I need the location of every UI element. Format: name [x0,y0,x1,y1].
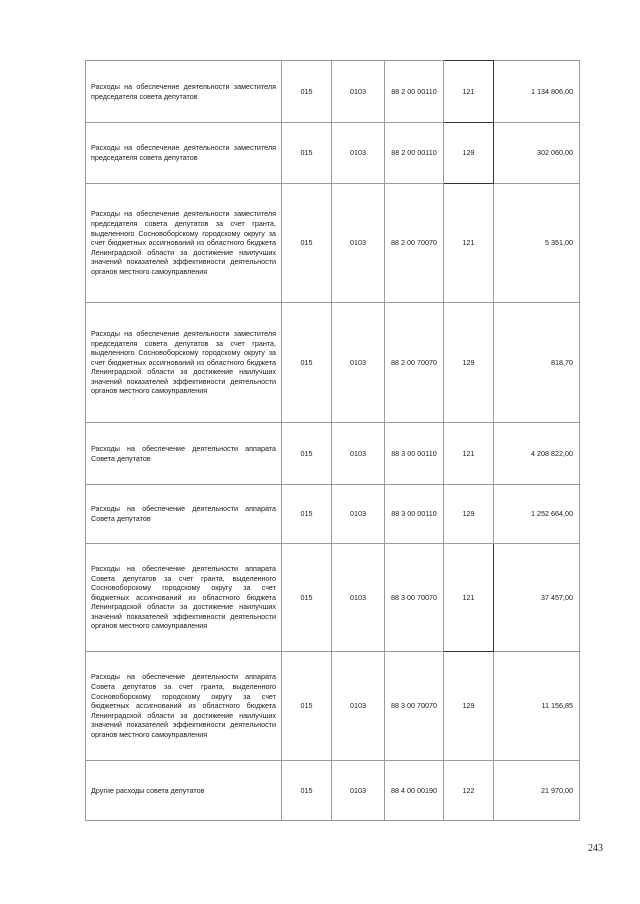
expense-name-cell: Другие расходы совета депутатов [86,761,282,821]
target-article-cell: 88 2 00 70070 [385,184,444,303]
table-row [86,485,580,544]
section-code-cell: 0103 [332,544,385,652]
amount-cell: 5 351,00 [494,184,580,303]
amount-cell: 21 970,00 [494,761,580,821]
table-row [86,123,580,184]
expense-name-cell: Расходы на обеспечение деятельности аппарата Совета депутатов [86,423,282,485]
amount-cell: 4 208 822,00 [494,423,580,485]
amount-cell: 1 134 806,00 [494,61,580,123]
target-article-cell: 88 2 00 70070 [385,303,444,423]
expense-type-cell: 121 [444,184,494,303]
section-code-cell: 0103 [332,303,385,423]
expense-name-cell: Расходы на обеспечение деятельности аппарата Совета депутатов [86,485,282,544]
expense-name-cell: Расходы на обеспечение деятельности заместителя председателя совета депутатов за счет гранта, выделенного Сосновоборскому городскому округу за счет бюджетных ассигнований из областного бюджета Ленинградской области за достижение наилучших значений показателей эффективности деятельности органов местного самоуправления [86,184,282,303]
department-code-cell: 015 [282,544,332,652]
table-row [86,61,580,123]
expense-name-cell: Расходы на обеспечение деятельности аппарата Совета депутатов за счет гранта, выделенного Сосновоборскому городскому округу за счет бюджетных ассигнований из областного бюджета Ленинградской области за достижение наилучших значений показателей эффективности деятельности органов местного самоуправления [86,544,282,652]
table-row [86,761,580,821]
department-code-cell: 015 [282,123,332,184]
target-article-cell: 88 4 00 00190 [385,761,444,821]
expense-name-cell: Расходы на обеспечение деятельности заместителя председателя совета депутатов за счет гранта, выделенного Сосновоборскому городскому округу за счет бюджетных ассигнований из областного бюджета Ленинградской области за достижение наилучших значений показателей эффективности деятельности органов местного самоуправления [86,303,282,423]
target-article-cell: 88 3 00 70070 [385,544,444,652]
page-number: 243 [588,843,603,854]
section-code-cell: 0103 [332,184,385,303]
table-row [86,423,580,485]
amount-cell: 37 457,00 [494,544,580,652]
section-code-cell: 0103 [332,61,385,123]
expense-type-cell: 121 [444,423,494,485]
department-code-cell: 015 [282,423,332,485]
expense-type-cell: 129 [444,485,494,544]
amount-cell: 1 252 664,00 [494,485,580,544]
expense-name-cell: Расходы на обеспечение деятельности аппарата Совета депутатов за счет гранта, выделенного Сосновоборскому городскому округу за счет бюджетных ассигнований из областного бюджета Ленинградской области за достижение наилучших значений показателей эффективности деятельности органов местного самоуправления [86,652,282,761]
department-code-cell: 015 [282,761,332,821]
budget-table [85,60,580,821]
department-code-cell: 015 [282,485,332,544]
expense-type-cell: 121 [444,61,494,123]
department-code-cell: 015 [282,303,332,423]
expense-type-cell: 122 [444,761,494,821]
department-code-cell: 015 [282,184,332,303]
amount-cell: 818,70 [494,303,580,423]
target-article-cell: 88 2 00 00110 [385,123,444,184]
expense-type-cell: 129 [444,303,494,423]
amount-cell: 11 156,85 [494,652,580,761]
section-code-cell: 0103 [332,652,385,761]
expense-type-cell: 129 [444,123,494,184]
table-row [86,184,580,303]
section-code-cell: 0103 [332,761,385,821]
department-code-cell: 015 [282,61,332,123]
expense-name-cell: Расходы на обеспечение деятельности заместителя председателя совета депутатов [86,61,282,123]
target-article-cell: 88 3 00 00110 [385,485,444,544]
amount-cell: 302 060,00 [494,123,580,184]
target-article-cell: 88 3 00 00110 [385,423,444,485]
expense-name-cell: Расходы на обеспечение деятельности заместителя председателя совета депутатов [86,123,282,184]
target-article-cell: 88 3 00 70070 [385,652,444,761]
table-row [86,652,580,761]
table-row [86,544,580,652]
table-row [86,303,580,423]
expense-type-cell: 121 [444,544,494,652]
section-code-cell: 0103 [332,123,385,184]
expense-type-cell: 129 [444,652,494,761]
department-code-cell: 015 [282,652,332,761]
section-code-cell: 0103 [332,485,385,544]
section-code-cell: 0103 [332,423,385,485]
target-article-cell: 88 2 00 00110 [385,61,444,123]
